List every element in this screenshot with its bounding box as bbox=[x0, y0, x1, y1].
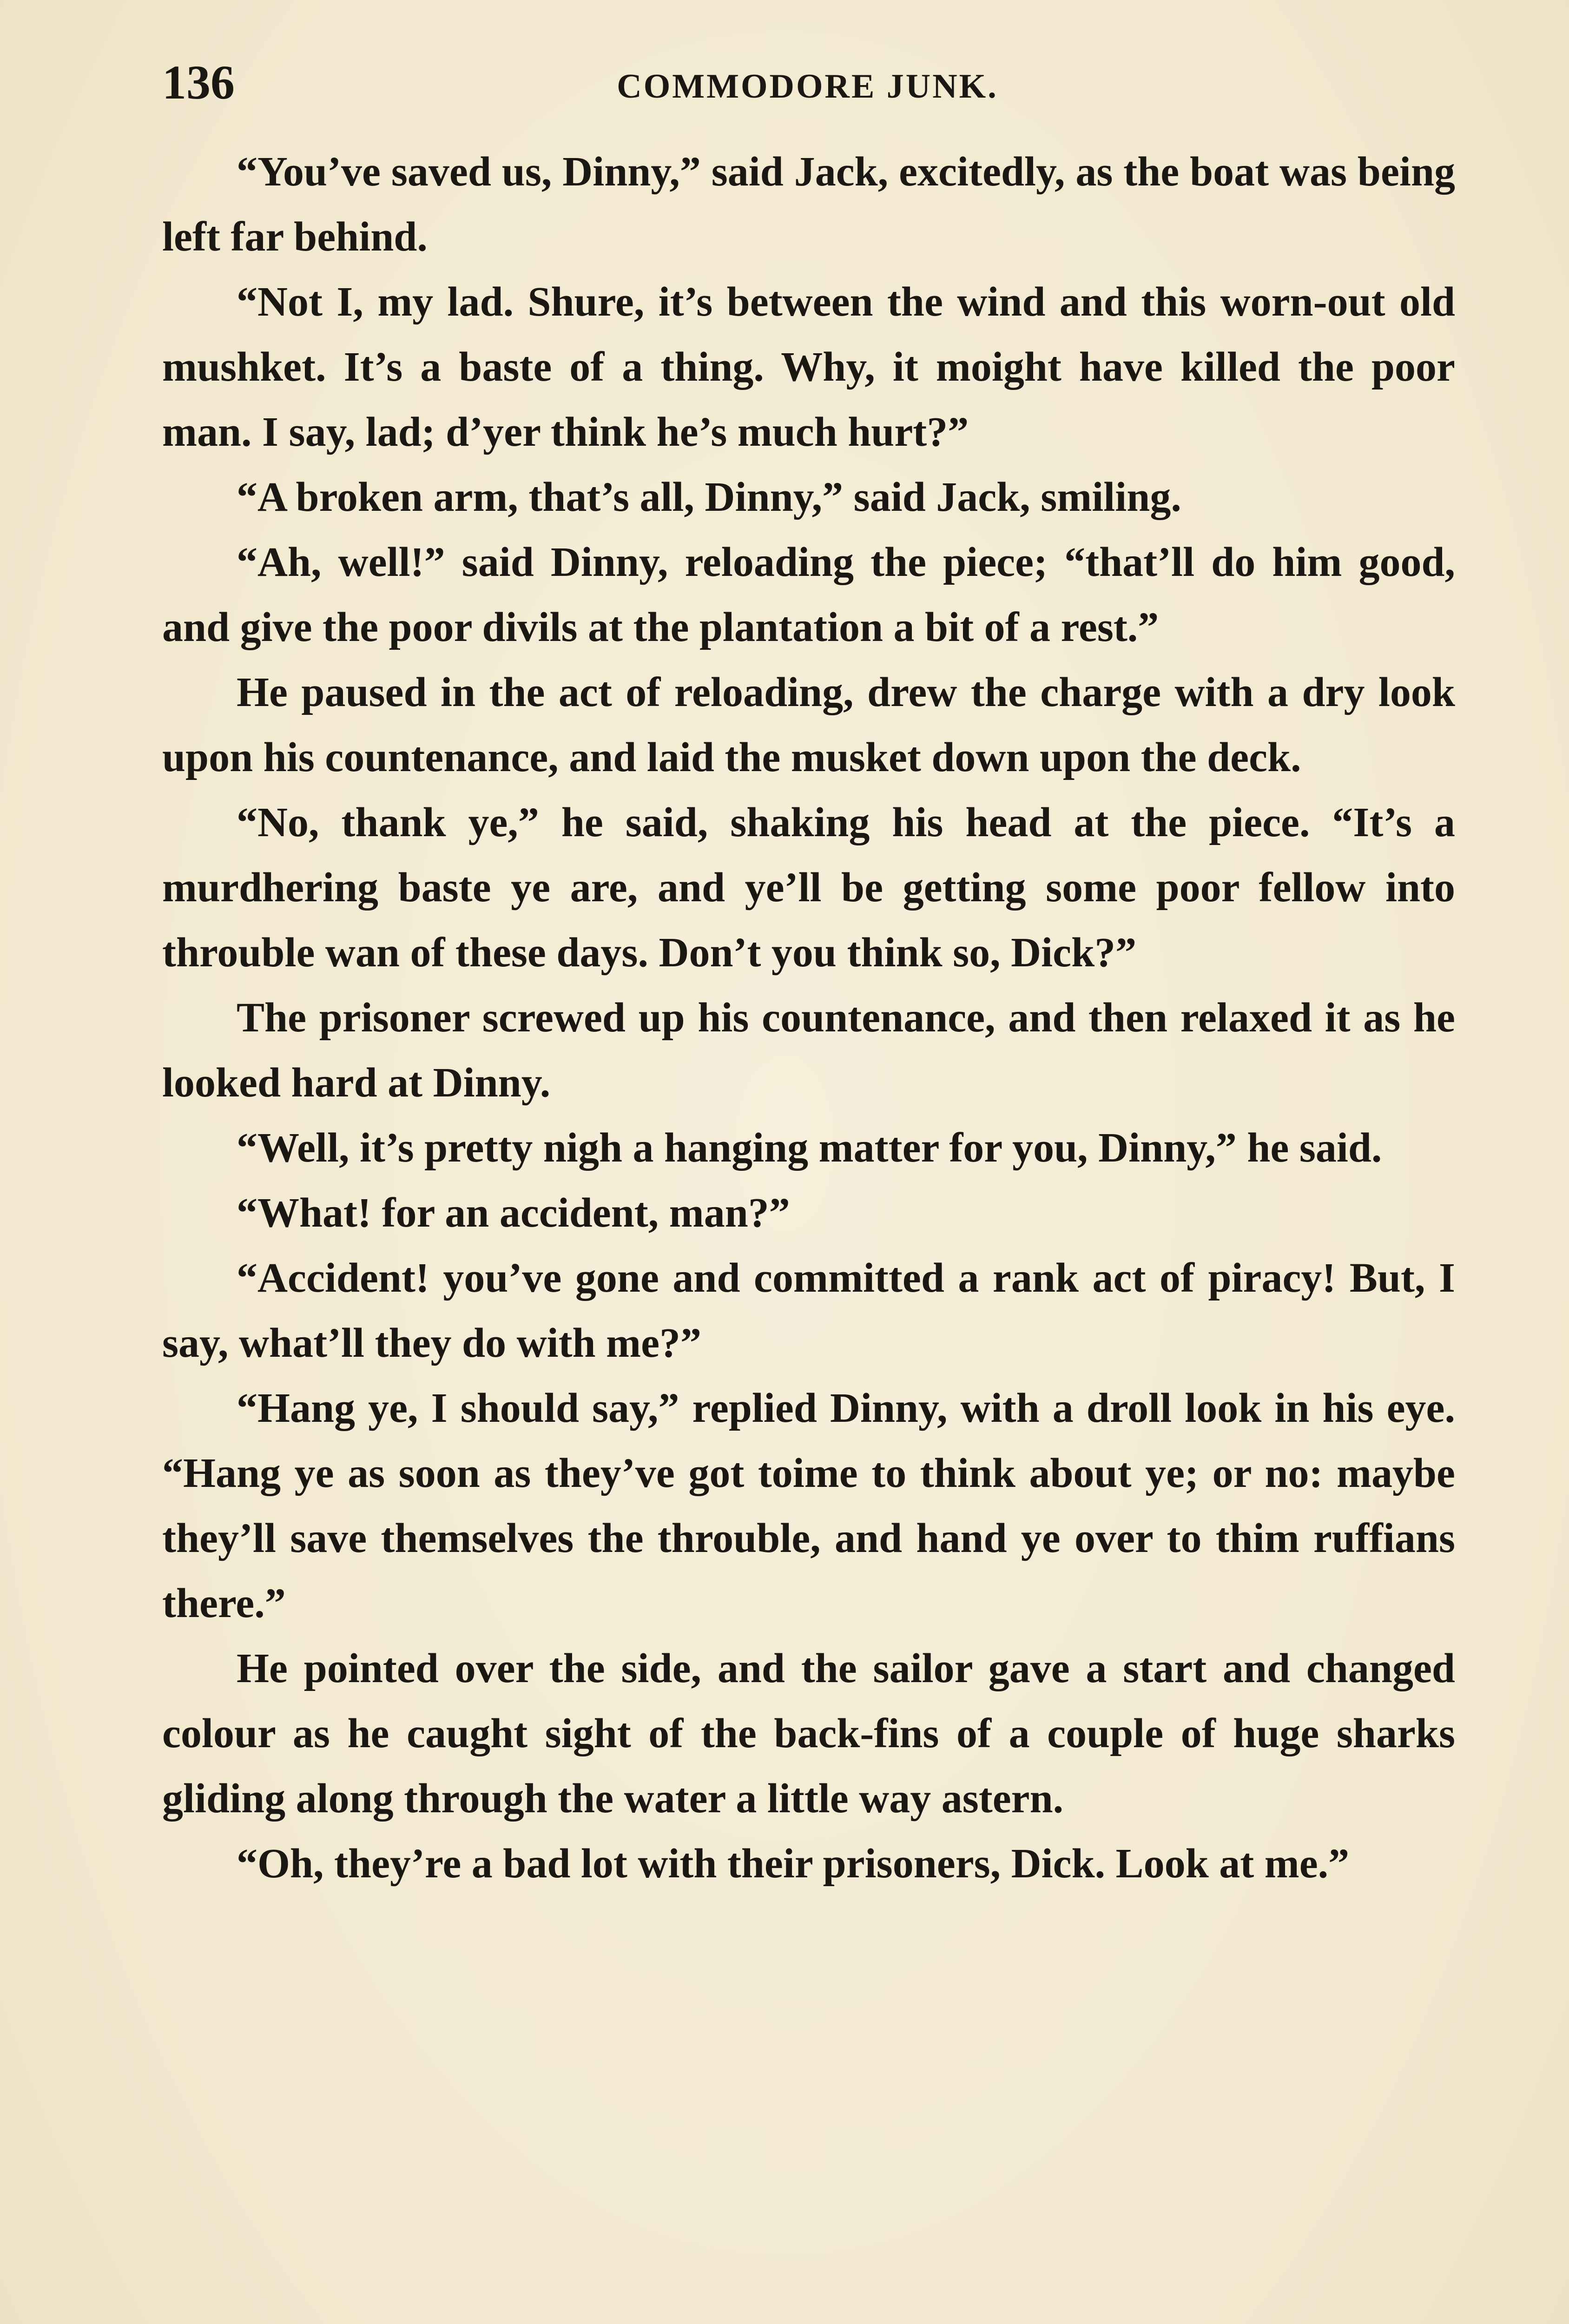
paragraph: He pointed over the side, and the sailor gave a start and changed colour as he caught sight of the back-fins of a couple of huge sharks gliding along through the water a little way astern. bbox=[162, 1645, 1455, 1822]
paragraph: “Not I, my lad. Shure, it’s between the wind and this worn-out old mushket. It’s a baste of a thing. Why, it moight have killed the poor man. I say, lad; d’yer think he’s much hurt?” bbox=[162, 279, 1455, 455]
paragraph: The prisoner screwed up his countenance, and then relaxed it as he looked hard at Dinny. bbox=[162, 995, 1455, 1106]
paragraph: “Accident! you’ve gone and committed a rank act of piracy! But, I say, what’ll they do with me?” bbox=[162, 1255, 1455, 1366]
page-number: 136 bbox=[162, 56, 235, 109]
paragraph: “Oh, they’re a bad lot with their prisoners, Dick. Look at me.” bbox=[237, 1841, 1350, 1887]
paragraph: “A broken arm, that’s all, Dinny,” said Jack, smiling. bbox=[237, 474, 1181, 520]
body-text bbox=[162, 139, 1455, 1896]
paragraph: “Ah, well!” said Dinny, reloading the piece; “that’ll do him good, and give the poor divils at the plantation a bit of a rest.” bbox=[162, 539, 1455, 650]
paragraph: “What! for an accident, man?” bbox=[237, 1190, 790, 1236]
paragraph: “You’ve saved us, Dinny,” said Jack, excitedly, as the boat was being left far behind. bbox=[162, 149, 1455, 260]
running-title: COMMODORE JUNK. bbox=[617, 67, 998, 106]
paragraph: He paused in the act of reloading, drew the charge with a dry look upon his countenance, and laid the musket down upon the deck. bbox=[162, 669, 1455, 780]
running-head bbox=[162, 55, 1453, 111]
paragraph: “Hang ye, I should say,” replied Dinny, with a droll look in his eye. “Hang ye as soon as they’ve got toime to think about ye; or no: maybe they’ll save themselves the throuble, and hand ye over to thim ruffians there.” bbox=[162, 1385, 1455, 1626]
paragraph: “No, thank ye,” he said, shaking his head at the piece. “It’s a murdhering baste ye are, and ye’ll be getting some poor fellow into throuble wan of these days. Don’t you think so, Dick?” bbox=[162, 799, 1455, 976]
paragraph: “Well, it’s pretty nigh a hanging matter for you, Dinny,” he said. bbox=[237, 1125, 1382, 1171]
